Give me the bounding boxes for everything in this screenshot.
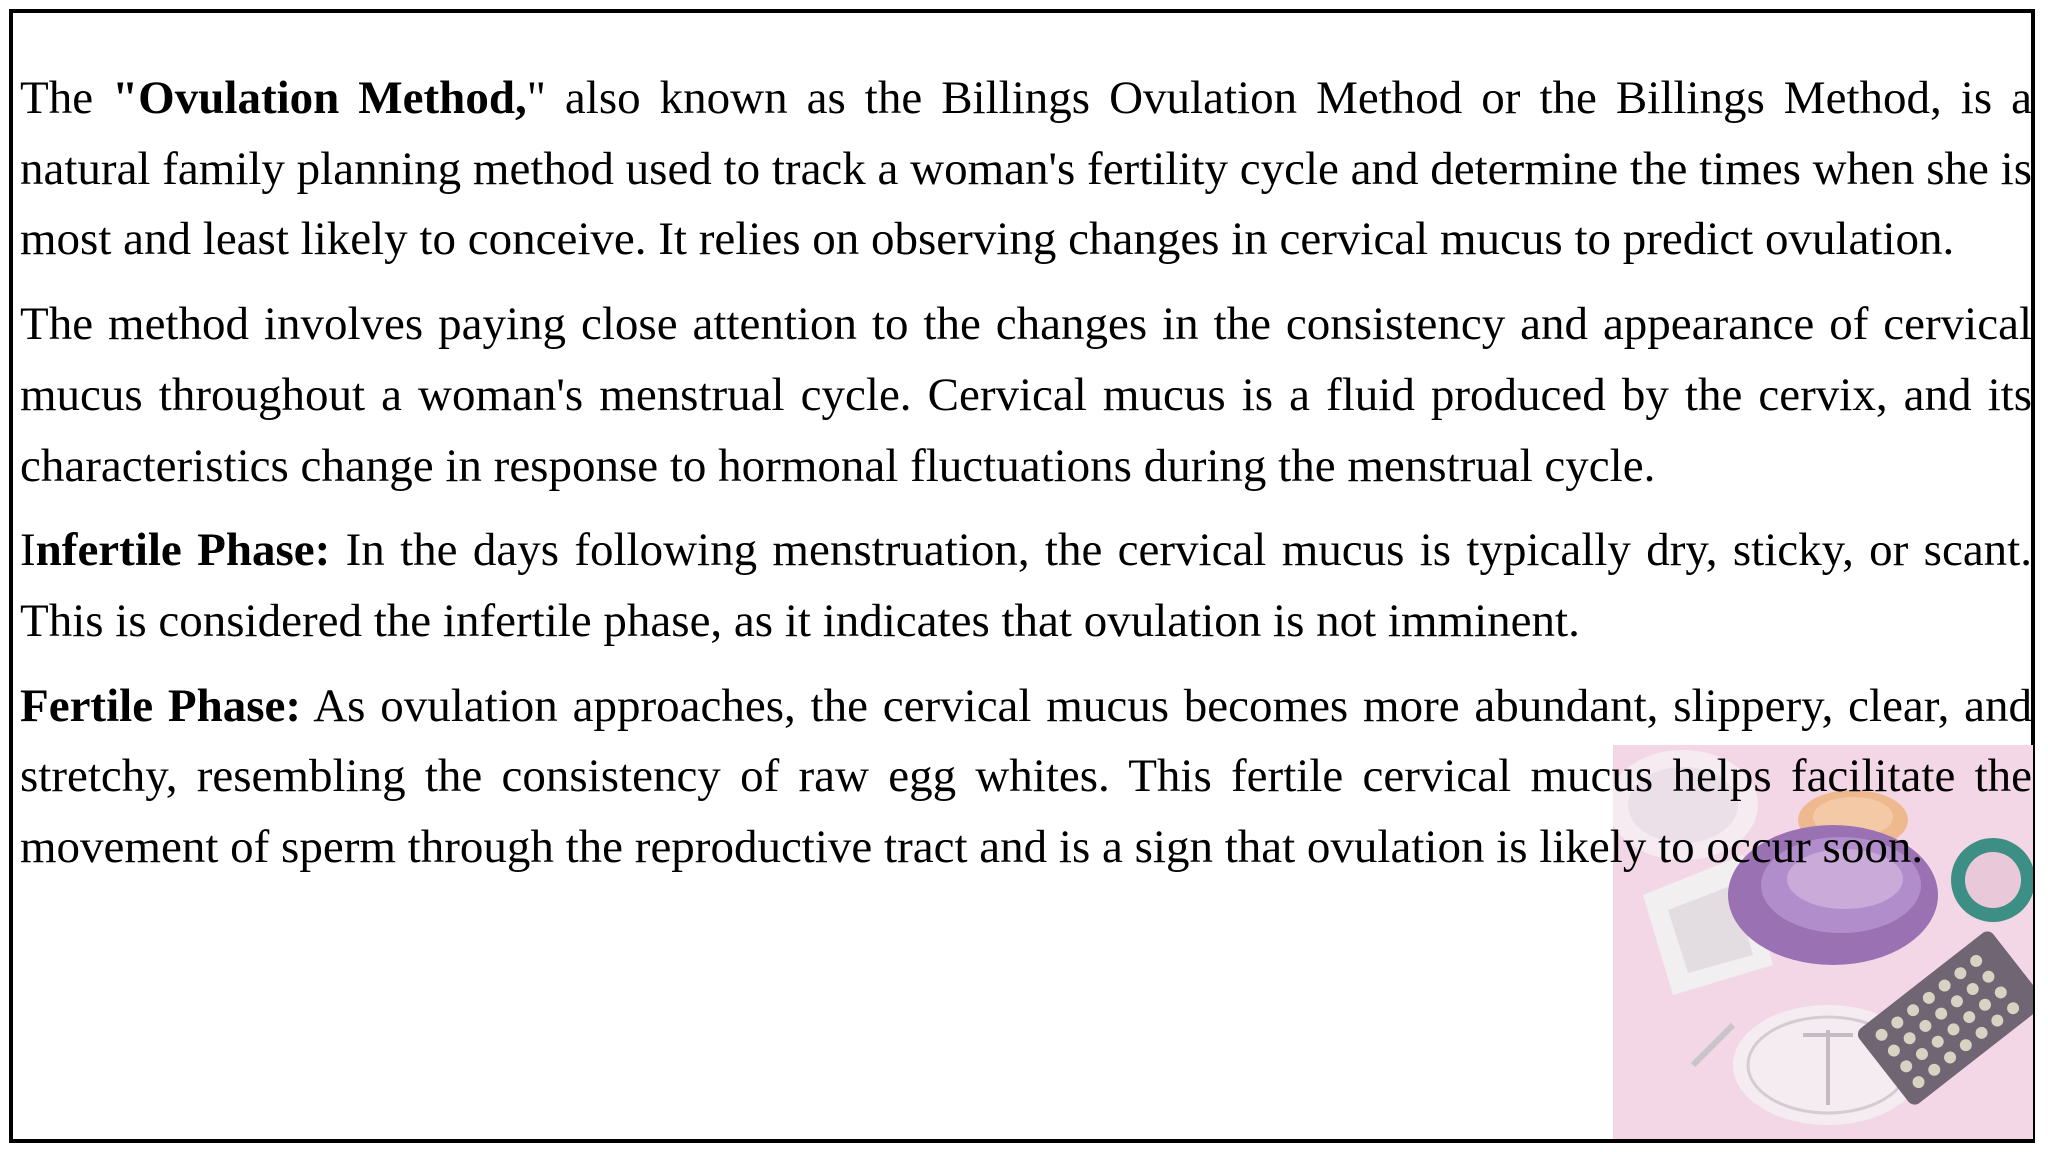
document-body — [20, 63, 2032, 897]
paragraph-infertile-phase — [20, 515, 2032, 656]
paragraph-infertile-text: In the days following menstruation, the cervical mucus is typically dry, sticky, or scant. This is considered the infertile phase, as it indicates that ovulation is not imminent. — [20, 524, 2032, 647]
paragraph-intro-text: " also known as the Billings Ovulation Method or the Billings Method, is a natural family planning method used to track a woman's fertility cycle and determine the times when she is most and least likely to conceive. It relies on observing changes in cervical mucus to predict ovulation. — [20, 72, 2032, 266]
paragraph-intro — [20, 63, 2032, 275]
paragraph-intro-start: The — [20, 72, 113, 124]
term-ovulation-method: "Ovulation Method, — [112, 72, 527, 124]
term-fertile-phase: Fertile Phase: — [20, 679, 302, 732]
paragraph-fertile-phase — [20, 671, 2032, 883]
infertile-lead-letter: I — [20, 524, 36, 577]
term-infertile-phase: nfertile Phase: — [35, 524, 331, 577]
paragraph-method-text: The method involves paying close attention to the changes in the consistency and appearance of cervical mucus throughout a woman's menstrual cycle. Cervical mucus is a fluid produced by the cervix, and its characteristics change in response to hormonal fluctuations during the menstrual cycle. — [20, 298, 2032, 492]
paragraph-method — [20, 289, 2032, 501]
paragraph-fertile-text: As ovulation approaches, the cervical mucus becomes more abundant, slippery, clear, and stretchy, resembling the consistency of raw egg whites. This fertile cervical mucus helps facilitate the movement of sperm through the reproductive tract and is a sign that ovulation is likely to occur soon. — [20, 679, 2032, 874]
